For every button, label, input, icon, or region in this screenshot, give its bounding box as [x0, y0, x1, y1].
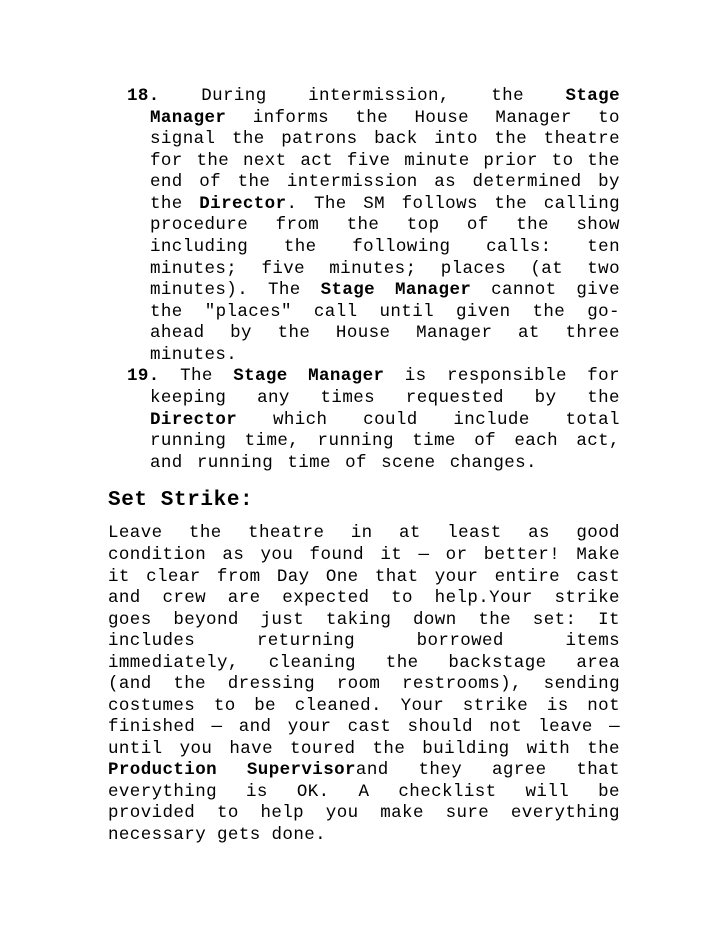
item-18-line-3: signal the patrons back into the theatre — [150, 129, 620, 149]
item-18-line-6: the Director. The SM follows the calling — [150, 194, 620, 214]
strike-line-1: Leave the theatre in at least as good — [108, 523, 620, 543]
item-18-line-13: minutes. — [150, 345, 238, 365]
item-19-line-1: 19. The Stage Manager is responsible for — [127, 366, 620, 386]
item-19-number: 19. — [127, 366, 160, 386]
strike-line-13: everything is OK. A checklist will be — [108, 782, 620, 802]
item-18-line-4: for the next act five minute prior to the — [150, 151, 620, 171]
strike-line-3: it clear from Day One that your entire cast — [108, 567, 620, 587]
item-18-number: 18. — [127, 86, 160, 106]
item-18-line-11: the "places" call until given the go- — [150, 302, 620, 322]
section-heading: Set Strike: — [108, 489, 254, 512]
strike-line-4: and crew are expected to help.Your strike — [108, 588, 620, 608]
strike-line-10: finished — and your cast should not leave — — [108, 717, 620, 737]
item-19-line-3: Director which could include total — [150, 410, 620, 430]
item-18-line-2: Manager informs the House Manager to — [150, 108, 620, 128]
item-19-line-2: keeping any times requested by the — [150, 388, 620, 408]
strike-line-8: (and the dressing room restrooms), sending — [108, 674, 620, 694]
strike-line-11: until you have toured the building with the — [108, 739, 620, 759]
strike-line-7: immediately, cleaning the backstage area — [108, 653, 620, 673]
strike-line-12: Production Supervisorand they agree that — [108, 760, 620, 780]
item-18-line-9: minutes; five minutes; places (at two — [150, 259, 620, 279]
item-18-line-1: 18. During intermission, the Stage — [127, 86, 620, 106]
item-18-line-10: minutes). The Stage Manager cannot give — [150, 280, 620, 300]
item-19-line-5: and running time of scene changes. — [150, 453, 537, 473]
strike-line-15: necessary gets done. — [108, 825, 327, 845]
item-18-line-5: end of the intermission as determined by — [150, 172, 620, 192]
item-19-line-4: running time, running time of each act, — [150, 431, 620, 451]
strike-line-9: costumes to be cleaned. Your strike is not — [108, 696, 620, 716]
item-18-line-12: ahead by the House Manager at three — [150, 323, 620, 343]
item-18-line-7: procedure from the top of the show — [150, 215, 620, 235]
strike-line-6: includes returning borrowed items — [108, 631, 620, 651]
strike-line-2: condition as you found it — or better! Make — [108, 545, 620, 565]
item-18-line-8: including the following calls: ten — [150, 237, 620, 257]
strike-line-14: provided to help you make sure everything — [108, 803, 620, 823]
strike-line-5: goes beyond just taking down the set: It — [108, 610, 620, 630]
